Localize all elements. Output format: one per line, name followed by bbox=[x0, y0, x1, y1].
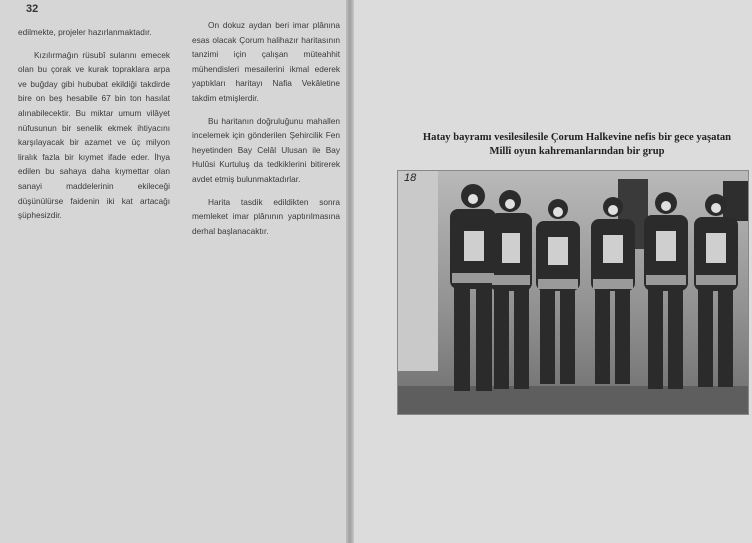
photo-caption bbox=[402, 131, 752, 159]
paragraph: Harita tasdik edildikten sonra memleket imar plânının yaptırılmasına derhal başlanacaktır. bbox=[192, 196, 340, 236]
group-photo bbox=[397, 170, 749, 415]
caption-line-1: Hatay bayramı vesilesilesile Çorum Halkevine nefis bir gece yaşatan bbox=[422, 132, 732, 143]
book-gutter bbox=[346, 0, 354, 543]
caption-line-2: Millî oyun kahremanlarından bir grup bbox=[489, 146, 665, 157]
group-photo-illustration bbox=[398, 171, 748, 414]
text-column-1 bbox=[18, 25, 170, 223]
text-column-2 bbox=[192, 18, 340, 238]
photo-number: 18 bbox=[404, 172, 417, 184]
paragraph: Bu haritanın doğruluğunu mahallen incelemek için gönderilen Şehircilik Fen heyetinden Bay Celâl Ulusan ile Bay Hulûsi Kurtuluş da tedkiklerini bitirerek avdet etmiş bulunmaktadırlar. bbox=[192, 115, 340, 184]
paragraph: Kızılırmağın rüsubî sularını emecek olan bu çorak ve kurak topraklara arpa ve buğday gibi hububat ekildiği takdirde bire on beş hesabile 67 bin ton hasılat alınabilecektir. Bu miktar umum vilâyet nüfusunun bir senelik ekmek ihtiyacını karşılayacak bir azamet ve üç milyon liralık fazla bir kıymet ifade eder. İhya edilen bu sahaya daha kıymettar olan sanayi maddelerinin ekileceği düşünülürse faidenin iki kat artacağı şüphesizdir. bbox=[18, 49, 170, 221]
page-number: 32 bbox=[26, 3, 39, 15]
paragraph: edilmekte, projeler hazırlanmaktadır. bbox=[18, 27, 152, 37]
paragraph: On dokuz aydan beri imar plânına esas olacak Çorum halihazır haritasının tanzimi için çalışan müteahhit mühendisleri mesailerini ikmal ederek yaptıkları haritayı Nafia Vekâletine takdim etmişlerdir. bbox=[192, 20, 340, 103]
left-page bbox=[0, 0, 350, 543]
